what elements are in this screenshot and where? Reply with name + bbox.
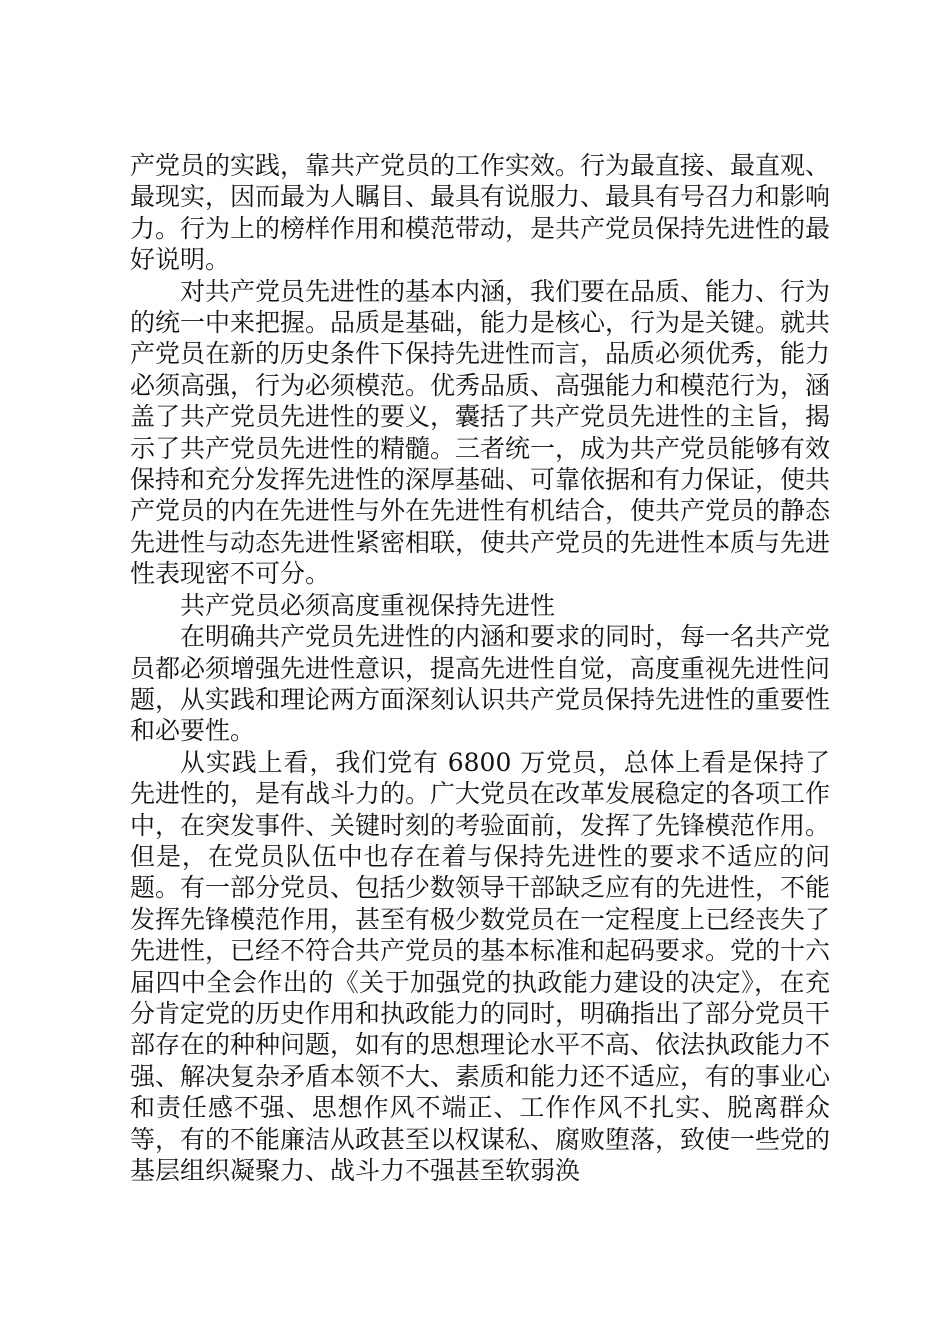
document-body	[130, 150, 830, 1186]
paragraph-awareness: 在明确共产党员先进性的内涵和要求的同时，每一名共产党员都必须增强先进性意识，提高先进性自觉，高度重视先进性问题，从实践和理论两方面深刻认识共产党员保持先进性的重要性和必要性。	[130, 622, 831, 746]
paragraph-basic-connotation: 对共产党员先进性的基本内涵，我们要在品质、能力、行为的统一中来把握。品质是基础，能力是核心，行为是关键。就共产党员在新的历史条件下保持先进性而言，品质必须优秀，能力必须高强，行为必须模范。优秀品质、高强能力和模范行为，涵盖了共产党员先进性的要义，囊括了共产党员先进性的主旨，揭示了共产党员先进性的精髓。三者统一，成为共产党员能够有效保持和充分发挥先进性的深厚基础、可靠依据和有力保证，使共产党员的内在先进性与外在先进性有机结合，使共产党员的静态先进性与动态先进性紧密相联，使共产党员的先进性本质与先进性表现密不可分。	[130, 276, 831, 589]
paragraph-practice: 从实践上看，我们党有 6800 万党员，总体上看是保持了先进性的，是有战斗力的。广大党员在改革发展稳定的各项工作中，在突发事件、关键时刻的考验面前，发挥了先锋模范作用。但是，在党员队伍中也存在着与保持先进性的要求不适应的问题。有一部分党员、包括少数领导干部缺乏应有的先进性，不能发挥先锋模范作用，甚至有极少数党员在一定程度上已经丧失了先进性，已经不符合共产党员的基本标准和起码要求。党的十六届四中全会作出的《关于加强党的执政能力建设的决定》，在充分肯定党的历史作用和执政能力的同时，明确指出了部分党员干部存在的种种问题，如有的思想理论水平不高、依法执政能力不强、解决复杂矛盾本领不大、素质和能力还不适应，有的事业心和责任感不强、思想作风不端正、工作作风不扎实、脱离群众等，有的不能廉洁从政甚至以权谋私、腐败堕落，致使一些党的基层组织凝聚力、战斗力不强甚至软弱涣	[130, 747, 831, 1185]
paragraph-continuation: 产党员的实践，靠共产党员的工作实效。行为最直接、最直观、最现实，因而最为人瞩目、最具有说服力、最具有号召力和影响力。行为上的榜样作用和模范带动，是共产党员保持先进性的最好说明。	[130, 151, 831, 275]
section-heading: 共产党员必须高度重视保持先进性	[180, 590, 556, 620]
